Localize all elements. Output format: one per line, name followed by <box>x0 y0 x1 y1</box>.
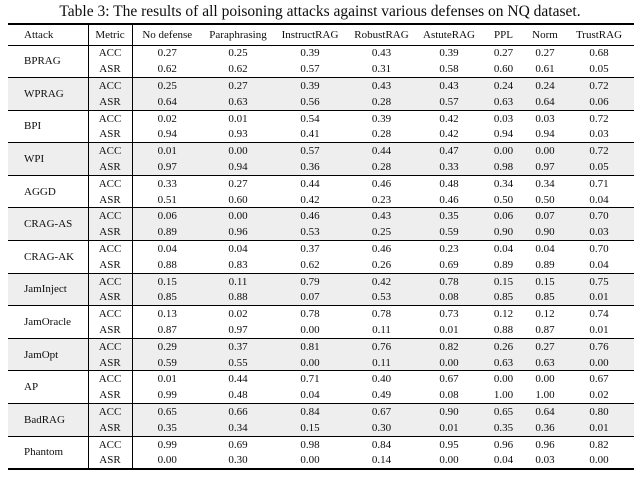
value-cell: 0.14 <box>371 454 392 467</box>
value-cell: 0.82 <box>417 338 481 354</box>
value-cell: 0.43 <box>346 208 417 224</box>
value-cell: 0.90 <box>481 224 526 240</box>
metric-label-cell: ASR <box>88 94 132 110</box>
metric-label-cell: ACC <box>88 208 132 224</box>
value-cell: 0.90 <box>417 404 481 420</box>
value-cell: 0.57 <box>274 143 346 159</box>
value-cell: 0.78 <box>300 308 320 321</box>
value-cell: 0.39 <box>274 78 346 94</box>
value-cell: 0.00 <box>564 355 634 371</box>
metric-label-cell: ASR <box>88 322 132 338</box>
metric-label-cell: ACC <box>88 175 132 191</box>
value-cell: 0.33 <box>157 177 177 190</box>
value-cell: 0.02 <box>589 389 609 402</box>
table-row <box>8 208 634 224</box>
value-cell: 0.67 <box>346 404 417 420</box>
value-cell: 0.47 <box>417 143 481 159</box>
table-row <box>8 306 634 322</box>
value-cell: 0.06 <box>564 94 634 110</box>
table-row <box>8 175 634 191</box>
table-row <box>8 355 634 371</box>
value-cell: 0.72 <box>564 78 634 94</box>
value-cell: 0.85 <box>526 289 564 305</box>
value-cell: 0.89 <box>493 258 514 271</box>
value-cell: 0.53 <box>274 224 346 240</box>
table-header <box>8 24 634 45</box>
value-cell: 0.33 <box>417 159 481 175</box>
table-row <box>8 45 634 61</box>
metric-label-cell: ACC <box>88 404 132 420</box>
value-cell: 0.00 <box>417 355 481 371</box>
metric-label-cell: ASR <box>88 126 132 142</box>
attack-name-cell: WPI <box>8 143 88 176</box>
value-cell: 0.84 <box>371 438 392 451</box>
table-row <box>8 257 634 273</box>
value-cell: 0.49 <box>371 389 392 402</box>
header-cell-no-defense: No defense <box>142 28 193 41</box>
value-cell: 0.03 <box>535 454 555 467</box>
value-cell: 0.29 <box>132 338 202 354</box>
value-cell: 0.85 <box>132 289 202 305</box>
value-cell: 0.39 <box>300 47 320 60</box>
value-cell: 0.01 <box>589 323 609 336</box>
value-cell: 0.30 <box>346 420 417 436</box>
value-cell: 0.74 <box>589 308 609 321</box>
value-cell: 0.04 <box>535 242 555 255</box>
metric-label-cell: ACC <box>88 45 132 61</box>
value-cell: 0.88 <box>202 289 274 305</box>
value-cell: 0.00 <box>589 454 609 467</box>
metric-label-cell: ASR <box>88 159 132 175</box>
attack-name-cell: JamOpt <box>8 338 88 371</box>
value-cell: 0.90 <box>526 224 564 240</box>
value-cell: 1.00 <box>493 389 514 402</box>
value-cell: 0.42 <box>439 112 459 125</box>
value-cell: 0.46 <box>371 177 392 190</box>
value-cell: 0.99 <box>157 389 177 402</box>
table-caption: Table 3: The results of all poisoning attacks against various defenses on NQ dataset. <box>59 3 581 20</box>
value-cell: 0.00 <box>202 143 274 159</box>
table-row <box>8 404 634 420</box>
value-cell: 0.01 <box>132 143 202 159</box>
metric-label-cell: ACC <box>88 78 132 94</box>
value-cell: 0.63 <box>202 94 274 110</box>
value-cell: 0.78 <box>417 273 481 289</box>
value-cell: 0.42 <box>346 273 417 289</box>
value-cell: 0.01 <box>417 420 481 436</box>
attack-name-cell: CRAG-AK <box>8 241 88 274</box>
value-cell: 0.65 <box>132 404 202 420</box>
value-cell: 0.57 <box>417 94 481 110</box>
metric-label-cell: ACC <box>88 241 132 257</box>
value-cell: 0.97 <box>526 159 564 175</box>
value-cell: 0.15 <box>274 420 346 436</box>
value-cell: 0.51 <box>157 193 177 206</box>
value-cell: 0.25 <box>228 47 248 60</box>
table-row <box>8 436 634 452</box>
value-cell: 0.50 <box>493 193 514 206</box>
value-cell: 0.08 <box>439 389 459 402</box>
value-cell: 0.62 <box>157 63 177 76</box>
value-cell: 0.04 <box>589 193 609 206</box>
metric-label-cell: ASR <box>88 61 132 77</box>
value-cell: 0.40 <box>371 373 392 386</box>
value-cell: 0.06 <box>481 208 526 224</box>
value-cell: 0.00 <box>274 355 346 371</box>
value-cell: 0.60 <box>493 63 514 76</box>
value-cell: 0.00 <box>481 143 526 159</box>
table-row <box>8 94 634 110</box>
table-row <box>8 371 634 387</box>
value-cell: 0.96 <box>493 438 514 451</box>
value-cell: 0.85 <box>481 289 526 305</box>
metric-label-cell: ACC <box>88 436 132 452</box>
value-cell: 0.87 <box>157 323 177 336</box>
metric-label-cell: ASR <box>88 289 132 305</box>
value-cell: 0.41 <box>300 128 320 141</box>
value-cell: 0.97 <box>228 323 248 336</box>
table-row <box>8 192 634 208</box>
header-cell-norm: Norm <box>532 28 558 41</box>
value-cell: 0.00 <box>300 323 320 336</box>
value-cell: 0.94 <box>202 159 274 175</box>
table-row <box>8 110 634 126</box>
value-cell: 0.35 <box>417 208 481 224</box>
value-cell: 0.07 <box>526 208 564 224</box>
value-cell: 0.00 <box>202 208 274 224</box>
value-cell: 0.36 <box>274 159 346 175</box>
table-row <box>8 143 634 159</box>
value-cell: 0.62 <box>300 258 320 271</box>
value-cell: 0.03 <box>589 128 609 141</box>
attack-name-cell: JamOracle <box>8 306 88 339</box>
value-cell: 0.43 <box>417 78 481 94</box>
value-cell: 1.00 <box>535 389 555 402</box>
value-cell: 0.96 <box>202 224 274 240</box>
value-cell: 0.94 <box>157 128 177 141</box>
value-cell: 0.89 <box>535 258 555 271</box>
value-cell: 0.00 <box>300 454 320 467</box>
value-cell: 0.25 <box>346 224 417 240</box>
value-cell: 0.15 <box>481 273 526 289</box>
metric-label-cell: ACC <box>88 143 132 159</box>
value-cell: 0.05 <box>564 159 634 175</box>
value-cell: 0.56 <box>274 94 346 110</box>
value-cell: 0.04 <box>300 389 320 402</box>
value-cell: 0.27 <box>157 47 177 60</box>
value-cell: 0.37 <box>300 242 320 255</box>
value-cell: 0.73 <box>439 308 459 321</box>
value-cell: 0.83 <box>228 258 248 271</box>
value-cell: 0.42 <box>439 128 459 141</box>
value-cell: 0.34 <box>535 177 555 190</box>
value-cell: 0.27 <box>493 47 514 60</box>
value-cell: 0.69 <box>228 438 248 451</box>
value-cell: 0.12 <box>493 308 514 321</box>
value-cell: 0.27 <box>228 177 248 190</box>
header-cell-astuterag: AstuteRAG <box>423 28 475 41</box>
header-cell-attack: Attack <box>8 24 88 45</box>
value-cell: 0.71 <box>589 177 609 190</box>
value-cell: 0.55 <box>202 355 274 371</box>
value-cell: 0.60 <box>228 193 248 206</box>
table-row <box>8 78 634 94</box>
value-cell: 0.70 <box>589 242 609 255</box>
value-cell: 0.57 <box>300 63 320 76</box>
value-cell: 0.01 <box>228 112 248 125</box>
attack-name-cell: Phantom <box>8 436 88 469</box>
value-cell: 0.59 <box>417 224 481 240</box>
value-cell: 0.01 <box>564 420 634 436</box>
attack-name-cell: WPRAG <box>8 78 88 111</box>
value-cell: 0.37 <box>202 338 274 354</box>
table-row <box>8 224 634 240</box>
header-cell-instructrag: InstructRAG <box>281 28 339 41</box>
value-cell: 0.27 <box>202 78 274 94</box>
value-cell: 0.67 <box>439 373 459 386</box>
table-row <box>8 338 634 354</box>
attack-name-cell: JamInject <box>8 273 88 306</box>
value-cell: 0.81 <box>274 338 346 354</box>
metric-label-cell: ASR <box>88 192 132 208</box>
value-cell: 0.28 <box>371 128 392 141</box>
value-cell: 0.46 <box>371 242 392 255</box>
value-cell: 0.68 <box>589 47 609 60</box>
value-cell: 0.00 <box>526 143 564 159</box>
value-cell: 0.02 <box>228 308 248 321</box>
value-cell: 0.46 <box>439 193 459 206</box>
attack-name-cell: AP <box>8 371 88 404</box>
value-cell: 0.54 <box>300 112 320 125</box>
value-cell: 0.28 <box>346 94 417 110</box>
value-cell: 0.88 <box>157 258 177 271</box>
value-cell: 0.01 <box>439 323 459 336</box>
value-cell: 0.78 <box>371 308 392 321</box>
value-cell: 0.12 <box>535 308 555 321</box>
value-cell: 0.00 <box>493 373 514 386</box>
value-cell: 0.63 <box>481 94 526 110</box>
value-cell: 0.11 <box>372 323 391 336</box>
value-cell: 0.00 <box>535 373 555 386</box>
value-cell: 0.48 <box>439 177 459 190</box>
value-cell: 0.94 <box>535 128 555 141</box>
table-row <box>8 387 634 403</box>
table-row <box>8 289 634 305</box>
value-cell: 0.04 <box>157 242 177 255</box>
value-cell: 0.13 <box>157 308 177 321</box>
value-cell: 0.39 <box>371 112 392 125</box>
metric-label-cell: ACC <box>88 371 132 387</box>
value-cell: 0.50 <box>535 193 555 206</box>
value-cell: 0.82 <box>589 438 609 451</box>
value-cell: 0.44 <box>300 177 320 190</box>
value-cell: 0.31 <box>371 63 392 76</box>
value-cell: 0.03 <box>535 112 555 125</box>
metric-label-cell: ASR <box>88 355 132 371</box>
value-cell: 0.08 <box>417 289 481 305</box>
value-cell: 0.02 <box>157 112 177 125</box>
metric-label-cell: ACC <box>88 338 132 354</box>
value-cell: 0.27 <box>535 47 555 60</box>
metric-label-cell: ACC <box>88 306 132 322</box>
value-cell: 0.11 <box>346 355 417 371</box>
table-row <box>8 452 634 468</box>
value-cell: 0.43 <box>346 78 417 94</box>
table-row <box>8 322 634 338</box>
header-cell-paraphrasing: Paraphrasing <box>209 28 267 41</box>
value-cell: 0.01 <box>564 289 634 305</box>
value-cell: 0.23 <box>439 242 459 255</box>
header-cell-ppl: PPL <box>494 28 513 41</box>
value-cell: 0.23 <box>371 193 392 206</box>
value-cell: 0.04 <box>228 242 248 255</box>
results-table-wrapper <box>8 23 634 470</box>
value-cell: 0.62 <box>228 63 248 76</box>
value-cell: 0.36 <box>526 420 564 436</box>
table-row <box>8 61 634 77</box>
value-cell: 0.24 <box>481 78 526 94</box>
value-cell: 0.11 <box>202 273 274 289</box>
value-cell: 0.63 <box>481 355 526 371</box>
value-cell: 0.43 <box>371 47 392 60</box>
value-cell: 0.15 <box>132 273 202 289</box>
value-cell: 0.27 <box>526 338 564 354</box>
value-cell: 0.04 <box>493 454 514 467</box>
value-cell: 0.76 <box>564 338 634 354</box>
value-cell: 0.26 <box>371 258 392 271</box>
value-cell: 0.00 <box>439 454 459 467</box>
attack-name-cell: BPRAG <box>8 45 88 78</box>
value-cell: 0.79 <box>274 273 346 289</box>
table-row <box>8 126 634 142</box>
value-cell: 0.03 <box>564 224 634 240</box>
value-cell: 0.72 <box>564 143 634 159</box>
value-cell: 0.28 <box>346 159 417 175</box>
value-cell: 0.98 <box>481 159 526 175</box>
value-cell: 0.46 <box>274 208 346 224</box>
attack-name-cell: AGGD <box>8 175 88 208</box>
value-cell: 0.35 <box>132 420 202 436</box>
value-cell: 0.65 <box>481 404 526 420</box>
value-cell: 0.93 <box>228 128 248 141</box>
value-cell: 0.66 <box>202 404 274 420</box>
value-cell: 0.30 <box>228 454 248 467</box>
value-cell: 0.25 <box>132 78 202 94</box>
value-cell: 0.69 <box>439 258 459 271</box>
metric-label-cell: ASR <box>88 387 132 403</box>
value-cell: 0.63 <box>526 355 564 371</box>
table-row <box>8 420 634 436</box>
value-cell: 0.87 <box>535 323 555 336</box>
value-cell: 0.15 <box>526 273 564 289</box>
header-cell-trustrag: TrustRAG <box>575 28 623 41</box>
value-cell: 0.64 <box>526 404 564 420</box>
value-cell: 0.98 <box>300 438 320 451</box>
value-cell: 0.04 <box>589 258 609 271</box>
table-row <box>8 273 634 289</box>
value-cell: 0.34 <box>493 177 514 190</box>
value-cell: 0.71 <box>300 373 320 386</box>
value-cell: 0.84 <box>274 404 346 420</box>
value-cell: 0.96 <box>535 438 555 451</box>
value-cell: 0.48 <box>228 389 248 402</box>
value-cell: 0.00 <box>157 454 177 467</box>
value-cell: 0.67 <box>589 373 609 386</box>
value-cell: 0.07 <box>274 289 346 305</box>
value-cell: 0.24 <box>526 78 564 94</box>
metric-label-cell: ASR <box>88 452 132 468</box>
metric-label-cell: ASR <box>88 420 132 436</box>
value-cell: 0.42 <box>300 193 320 206</box>
value-cell: 0.80 <box>564 404 634 420</box>
value-cell: 0.64 <box>132 94 202 110</box>
value-cell: 0.05 <box>589 63 609 76</box>
value-cell: 0.75 <box>564 273 634 289</box>
value-cell: 0.39 <box>439 47 459 60</box>
value-cell: 0.59 <box>132 355 202 371</box>
value-cell: 0.44 <box>346 143 417 159</box>
value-cell: 0.58 <box>439 63 459 76</box>
value-cell: 0.88 <box>493 323 514 336</box>
attack-name-cell: CRAG-AS <box>8 208 88 241</box>
results-table <box>8 23 634 470</box>
table-body <box>8 45 634 469</box>
value-cell: 0.61 <box>535 63 555 76</box>
value-cell: 0.99 <box>157 438 177 451</box>
metric-label-cell: ACC <box>88 110 132 126</box>
value-cell: 0.72 <box>589 112 609 125</box>
table-row <box>8 159 634 175</box>
value-cell: 0.95 <box>439 438 459 451</box>
metric-label-cell: ACC <box>88 273 132 289</box>
metric-label-cell: ASR <box>88 224 132 240</box>
header-cell-metric: Metric <box>88 24 132 45</box>
header-cell-robustrag: RobustRAG <box>354 28 409 41</box>
value-cell: 0.26 <box>481 338 526 354</box>
value-cell: 0.64 <box>526 94 564 110</box>
value-cell: 0.03 <box>493 112 514 125</box>
value-cell: 0.89 <box>132 224 202 240</box>
value-cell: 0.44 <box>228 373 248 386</box>
value-cell: 0.76 <box>346 338 417 354</box>
metric-label-cell: ASR <box>88 257 132 273</box>
value-cell: 0.01 <box>157 373 177 386</box>
value-cell: 0.94 <box>493 128 514 141</box>
attack-name-cell: BPI <box>8 110 88 143</box>
value-cell: 0.97 <box>132 159 202 175</box>
value-cell: 0.04 <box>493 242 514 255</box>
value-cell: 0.35 <box>481 420 526 436</box>
value-cell: 0.06 <box>132 208 202 224</box>
value-cell: 0.70 <box>564 208 634 224</box>
value-cell: 0.34 <box>202 420 274 436</box>
value-cell: 0.53 <box>346 289 417 305</box>
attack-name-cell: BadRAG <box>8 404 88 437</box>
table-row <box>8 241 634 257</box>
header-row <box>8 24 634 45</box>
